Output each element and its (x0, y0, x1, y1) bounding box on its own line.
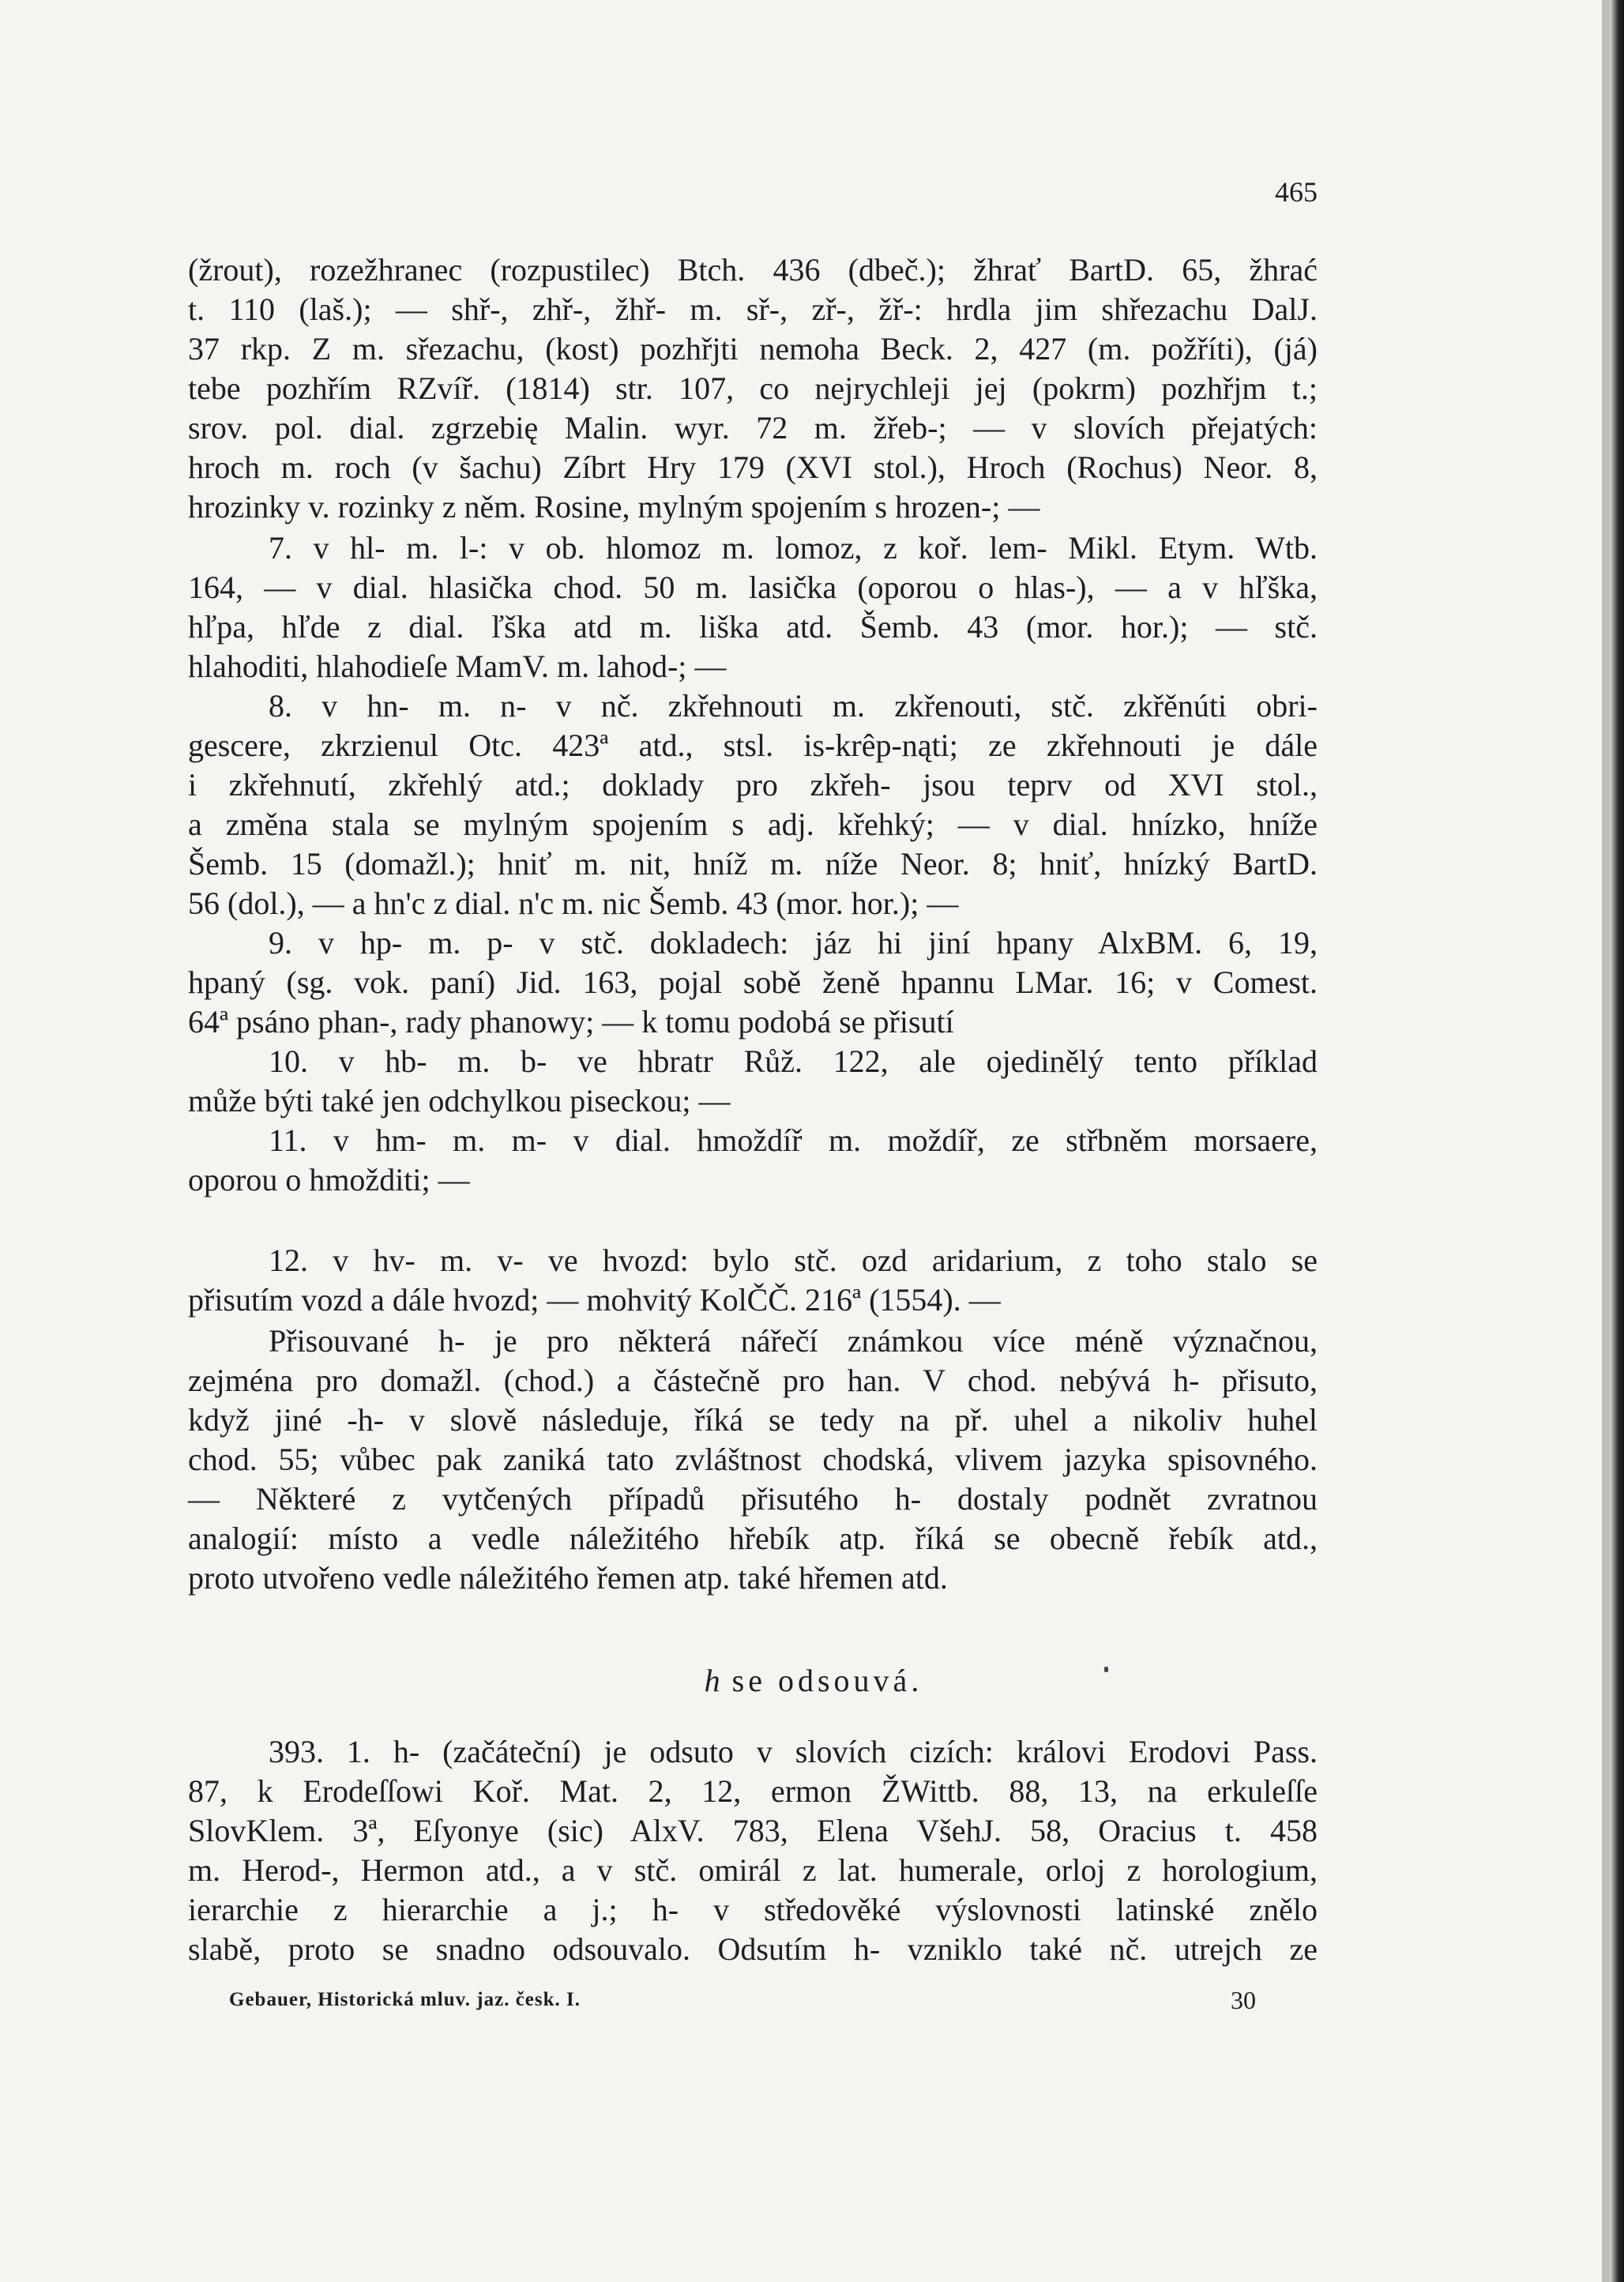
page-edge (1610, 0, 1624, 2282)
text-line: 393. 1. h- (začáteční) je odsuto v slovích cizích: královi Erodovi Pass. (269, 1734, 1318, 1769)
text-line: může býti také jen odchylkou piseckou; — (188, 1083, 731, 1118)
text-line: i zkřehnutí, zkřehlý atd.; doklady pro zkřeh- jsou teprv od XVI stol., (188, 767, 1318, 803)
text-line: přisutím vozd a dále hvozd; — mohvitý KolČČ. 216ª (1554). — (188, 1282, 1001, 1318)
text-line: hrozinky v. rozinky z něm. Rosine, mylným spojením s hrozen-; — (188, 489, 1040, 524)
text-line: hpaný (sg. vok. paní) Jid. 163, pojal sobě ženě hpannu LMar. 16; v Comest. (188, 964, 1318, 1000)
text-line: chod. 55; vůbec pak zaniká tato zvláštnost chodská, vlivem jazyka spisovného. (188, 1442, 1318, 1477)
text-line: tebe pozhřím RZvíř. (1814) str. 107, co nejrychleji jej (pokrm) pozhřjm t.; (188, 370, 1318, 406)
text-line: hroch m. roch (v šachu) Zíbrt Hry 179 (XVI stol.), Hroch (Rochus) Neor. 8, (188, 449, 1318, 485)
footer-signature: 30 (1231, 1986, 1256, 2014)
text-line: 37 rkp. Z m. sřezachu, (kost) pozhřjti nemoha Beck. 2, 427 (m. požříti), (já) (188, 331, 1318, 367)
text-line: hľpa, hľde z dial. ľška atd m. liška atd. Šemb. 43 (mor. hor.); — stč. (188, 609, 1318, 645)
text-line: analogií: místo a vedle náležitého hřebík atp. říká se obecně řebík atd., (188, 1521, 1318, 1556)
text-line: Šemb. 15 (domažl.); hniť m. nit, hníž m. níže Neor. 8; hniť, hnízký BartD. (188, 846, 1318, 882)
text-line: 56 (dol.), — a hn'c z dial. n'c m. nic Šemb. 43 (mor. hor.); — (188, 885, 959, 921)
section-heading (490, 1662, 1137, 1699)
text-line: (žrout), rozežhranec (rozpustilec) Btch. 436 (dbeč.); žhrať BartD. 65, žhrać (188, 252, 1318, 288)
text-line: a změna stala se mylným spojením s adj. křehký; — v dial. hnízko, hníže (188, 806, 1318, 842)
text-line: oporou o hmožditi; — (188, 1162, 470, 1197)
page-number: 465 (1275, 176, 1318, 208)
text-line: 9. v hp- m. p- v stč. dokladech: jáz hi jiní hpany AlxBM. 6, 19, (269, 925, 1318, 961)
text-line: zejména pro domažl. (chod.) a částečně pro han. V chod. nebývá h- přisuto, (188, 1363, 1318, 1398)
text-line: ierarchie z hierarchie a j.; h- v středověké výslovnosti latinské znělo (188, 1892, 1318, 1927)
text-line: proto utvořeno vedle náležitého řemen atp. také hřemen atd. (188, 1560, 948, 1596)
text-line: 7. v hl- m. l-: v ob. hlomoz m. lomoz, z koř. lem- Mikl. Etym. Wtb. (269, 530, 1318, 566)
text-line: 10. v hb- m. b- ve hbratr Růž. 122, ale ojedinělý tento příklad (269, 1043, 1318, 1079)
text-line: SlovKlem. 3ª, Eſyonye (sic) AlxV. 783, Elena VšehJ. 58, Oracius t. 458 (188, 1813, 1318, 1848)
text-line: 164, — v dial. hlasička chod. 50 m. lasička (oporou o hlas-), — a v hľška, (188, 570, 1318, 605)
text-line: srov. pol. dial. zgrzebię Malin. wyr. 72 m. žřeb-; — v slovích přejatých: (188, 410, 1318, 445)
text-line: 87, k Erodeſſowi Koř. Mat. 2, 12, ermon ŽWittb. 88, 13, na erkuleſſe (188, 1773, 1318, 1809)
text-line: 12. v hv- m. v- ve hvozd: bylo stč. ozd aridarium, z toho stalo se (269, 1243, 1318, 1278)
text-line: hlahoditi, hlahodieſe MamV. m. lahod-; — (188, 649, 727, 684)
text-line: slabě, proto se snadno odsouvalo. Odsutím h- vzniklo také nč. utrejch ze (188, 1931, 1318, 1967)
text-line: 8. v hn- m. n- v nč. zkřehnouti m. zkřenouti, stč. zkřěnúti obri- (269, 688, 1318, 724)
text-line: Přisouvané h- je pro některá nářečí známkou více méně význačnou, (269, 1323, 1318, 1359)
heading-letter: h (704, 1663, 720, 1698)
page-edge-shadow (1602, 0, 1610, 2282)
text-line: — Některé z vytčených případů přisutého h- dostaly podnět zvratnou (188, 1481, 1318, 1517)
text-line: m. Herod-, Hermon atd., a v stč. omirál z lat. humerale, orloj z horologium, (188, 1852, 1318, 1888)
heading-text: se odsouvá. (731, 1663, 923, 1698)
speck (1104, 1667, 1108, 1672)
text-line: 11. v hm- m. m- v dial. hmoždíř m. moždíř, ze střbněm morsaere, (269, 1122, 1318, 1158)
text-line: když jiné -h- v slově následuje, říká se tedy na př. uhel a nikoliv huhel (188, 1402, 1318, 1438)
text-line: gescere, zkrzienul Otc. 423ª atd., stsl. is-krêp-nąti; ze zkřehnouti je dále (188, 727, 1318, 763)
footer-source: Gebauer, Historická mluv. jaz. česk. I. (229, 1989, 581, 2010)
text-line: t. 110 (laš.); — shř-, zhř-, žhř- m. sř-, zř-, žř-: hrdla jim shřezachu DalJ. (188, 291, 1318, 327)
text-line: 64ª psáno phan-, rady phanowy; — k tomu podobá se přisutí (188, 1004, 954, 1039)
